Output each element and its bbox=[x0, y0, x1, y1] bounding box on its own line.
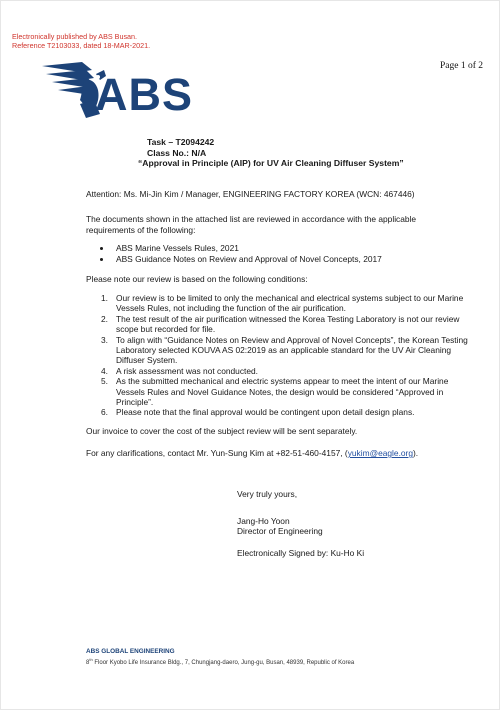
task-block bbox=[138, 137, 404, 169]
electronic-signature: Electronically Signed by: Ku-Ho Ki bbox=[237, 547, 365, 558]
email-link[interactable]: yukim@eagle.org bbox=[347, 448, 413, 458]
page-number: Page 1 of 2 bbox=[440, 61, 484, 71]
task-number: Task – T2094242 bbox=[147, 137, 215, 147]
list-item: 6. Please note that the final approval would be contingent upon detail design plans. bbox=[101, 407, 415, 418]
conditions-heading: Please note our review is based on the following conditions: bbox=[86, 274, 308, 284]
list-item: ABS Marine Vessels Rules, 2021 bbox=[98, 243, 382, 254]
list-item: 2. The test result of the air purification witnessed the Korea Testing Laboratory is not our review scope but recorded for file. bbox=[101, 313, 460, 335]
footer-org: ABS GLOBAL ENGINEERING bbox=[86, 648, 175, 655]
invoice-note: Our invoice to cover the cost of the subject review will be sent separately. bbox=[86, 426, 358, 436]
attention-line: Attention: Ms. Mi-Jin Kim / Manager, ENGINEERING FACTORY KOREA (WCN: 467446) bbox=[86, 189, 415, 199]
closing: Very truly yours, bbox=[237, 489, 298, 499]
stamp-line-2: Reference T2103033, dated 18-MAR-2021. bbox=[12, 40, 151, 50]
stamp-line-1: Electronically published by ABS Busan. bbox=[12, 32, 138, 41]
intro-paragraph: The documents shown in the attached list are reviewed in accordance with the applicable requirements of the following: bbox=[86, 214, 417, 235]
signature-block bbox=[237, 489, 364, 558]
abs-logo-text: ABS bbox=[95, 69, 194, 120]
list-item: 5. As the submitted mechanical and electric systems appear to meet the intent of our Marine Vessels Rules and Novel Guidance Notes, the design would be considered “Approved in Principle”. bbox=[101, 376, 449, 408]
conditions-list bbox=[101, 293, 469, 418]
list-item: 3. To align with “Guidance Notes on Review and Approval of Novel Concepts”, the Korean Testing Laboratory selected KOUVA AS 02:2019 as an applicable standard for the UV Air Cleaning Diffuser System. bbox=[101, 334, 468, 366]
footer-address: 8th Floor Kyobo Life Insurance Bldg., 7, Chungjang-daero, Jung-gu, Busan, 48939, Republic of Korea bbox=[86, 657, 355, 666]
list-item: 4. A risk assessment was not conducted. bbox=[101, 365, 258, 376]
signer-title: Director of Engineering bbox=[237, 526, 323, 536]
footer bbox=[86, 648, 354, 667]
contact-line: For any clarifications, contact Mr. Yun-Sung Kim at +82-51-460-4157, (yukim@eagle.org). bbox=[86, 448, 419, 458]
list-item: ABS Guidance Notes on Review and Approval of Novel Concepts, 2017 bbox=[98, 254, 382, 265]
task-subject: “Approval in Principle (AIP) for UV Air Cleaning Diffuser System” bbox=[138, 158, 404, 168]
requirements-list bbox=[98, 243, 382, 265]
signer-name: Jang-Ho Yoon bbox=[237, 515, 290, 526]
class-number: Class No.: N/A bbox=[147, 147, 207, 158]
list-item: 1. Our review is to be limited to only the mechanical and electrical systems subject to our Marine Vessels Rules, not including the function of the air purification. bbox=[101, 293, 464, 314]
electronic-publication-stamp bbox=[12, 33, 150, 50]
